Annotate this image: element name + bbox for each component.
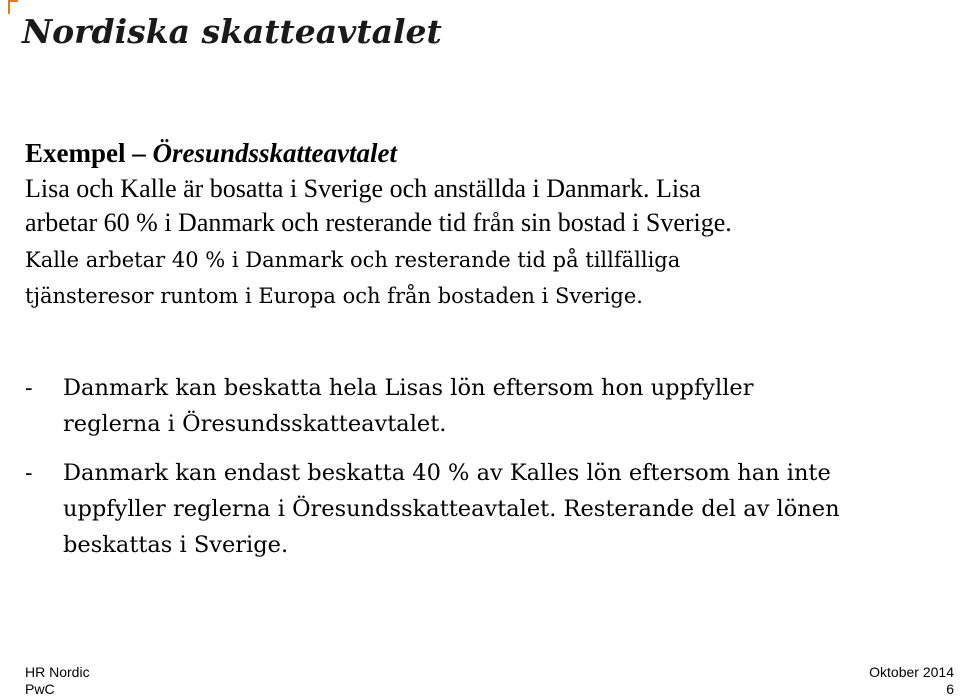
footer-department: HR Nordic xyxy=(25,664,90,680)
conclusion-item-kalle xyxy=(25,455,945,563)
bullet-line: uppfyller reglerna i Öresundsskatteavtalet. Resterande del av lönen xyxy=(63,496,840,522)
corner-accent-mark xyxy=(8,0,18,14)
dash-bullet: - xyxy=(25,460,33,486)
footer-left xyxy=(25,664,90,698)
intro-line: arbetar 60 % i Danmark och resterande tid från sin bostad i Sverige. xyxy=(25,208,732,237)
conclusion-list xyxy=(25,370,945,563)
bullet-line: Danmark kan endast beskatta 40 % av Kalles lön eftersom han inte xyxy=(63,460,831,486)
kalle-line: tjänsteresor runtom i Europa och från bostaden i Sverige. xyxy=(25,284,643,308)
bullet-line: Danmark kan beskatta hela Lisas lön eftersom hon uppfyller xyxy=(63,375,754,401)
example-heading xyxy=(25,138,397,169)
example-kalle-text xyxy=(25,242,925,314)
example-heading-prefix: Exempel – xyxy=(25,138,153,168)
bullet-line: reglerna i Öresundsskatteavtalet. xyxy=(63,411,447,437)
conclusion-item-lisa xyxy=(25,370,945,442)
intro-line: Lisa och Kalle är bosatta i Sverige och anställda i Danmark. Lisa xyxy=(25,174,701,203)
bullet-line: beskattas i Sverige. xyxy=(63,532,289,558)
footer-company: PwC xyxy=(25,681,55,697)
slide-title: Nordiska skatteavtalet xyxy=(22,12,442,51)
example-intro xyxy=(25,172,925,240)
example-heading-italic: Öresundsskatteavtalet xyxy=(152,138,398,168)
footer-right xyxy=(869,664,954,698)
footer-date: Oktober 2014 xyxy=(869,664,954,680)
dash-bullet: - xyxy=(25,375,33,401)
page-number: 6 xyxy=(946,681,954,697)
kalle-line: Kalle arbetar 40 % i Danmark och resterande tid på tillfälliga xyxy=(25,248,681,272)
